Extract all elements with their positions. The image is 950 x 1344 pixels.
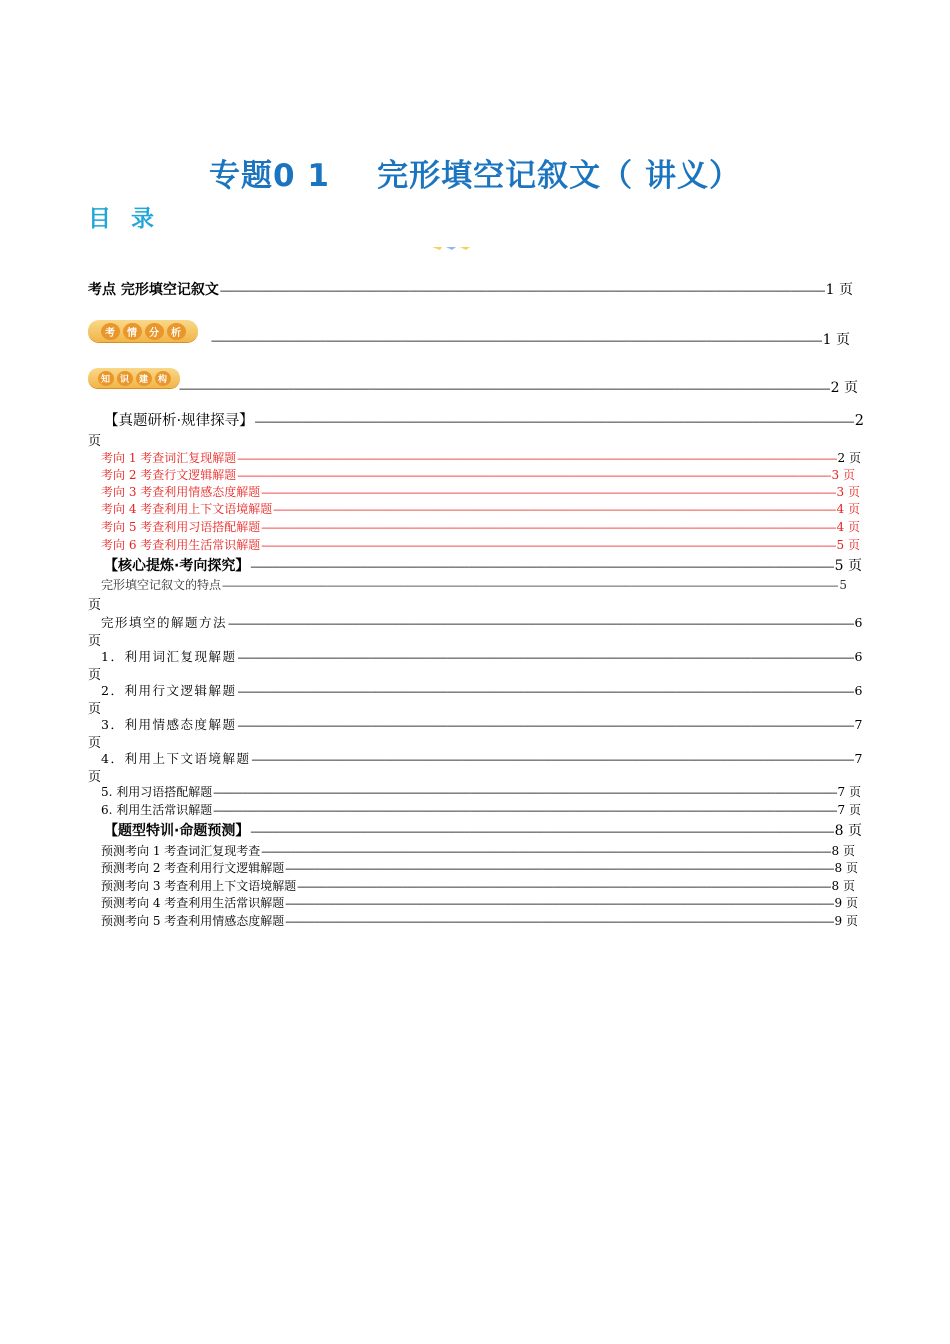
- toc-entry-page: 2 页: [830, 380, 858, 396]
- toc-entry-page: 3 页: [836, 485, 860, 499]
- toc-item-core[interactable]: [101, 681, 864, 699]
- toc-leader: [251, 756, 853, 766]
- toc-entry-page: 7 页: [837, 785, 861, 799]
- toc-leader: [261, 848, 830, 858]
- toc-entry-label: 预测考向 3 考查利用上下文语境解题: [101, 879, 297, 893]
- toc-leader: [297, 883, 830, 893]
- toc-entry-label: 预测考向 5 考查利用情感态度解题: [101, 914, 285, 928]
- toc-leader: [228, 620, 854, 630]
- toc-entry-label: 预测考向 2 考查利用行文逻辑解题: [101, 861, 285, 875]
- toc-item-core[interactable]: [101, 715, 864, 733]
- toc-entry-label: 【核心提炼·考向探究】: [104, 558, 250, 574]
- toc-entry-page: 8 页: [834, 861, 858, 875]
- toc-wrap: 页: [88, 702, 102, 717]
- toc-item-train[interactable]: [101, 912, 858, 929]
- toc-item-core[interactable]: [101, 801, 861, 818]
- toc-entry-page: 7: [854, 751, 864, 766]
- toc-entry-page: 7: [854, 717, 864, 732]
- toc-leader: [213, 807, 836, 817]
- toc-leader: [285, 918, 833, 928]
- toc-leader: [179, 385, 830, 395]
- toc-entry-label: 2．利用行文逻辑解题: [101, 683, 237, 698]
- toc-entry-label: 【真题研析·规律探寻】: [104, 413, 254, 429]
- toc-entry-label: 1．利用词汇复现解题: [101, 649, 237, 664]
- toc-leader: [285, 865, 833, 875]
- toc-entry-label: 【题型特训·命题预测】: [104, 823, 250, 839]
- toc-item-research[interactable]: [101, 466, 855, 483]
- toc-leader: [211, 337, 822, 347]
- toc-entry-page: 4 页: [836, 502, 860, 516]
- toc-wrap: 页: [88, 598, 102, 613]
- toc-entry-label: 完形填空的解题方法: [101, 615, 228, 630]
- toc-entry-label: 考向 5 考查利用习语搭配解题: [101, 520, 261, 534]
- toc-leader: [237, 688, 853, 698]
- toc-item-core[interactable]: [101, 783, 861, 800]
- toc-leader: [273, 506, 835, 516]
- toc-entry-label: 3．利用情感态度解题: [101, 717, 237, 732]
- toc-entry-page: 1 页: [825, 282, 853, 298]
- toc-entry-page: 2: [854, 413, 864, 429]
- toc-entry-page: 5 页: [836, 538, 860, 552]
- toc-entry-label: 考向 4 考查利用上下文语境解题: [101, 502, 273, 516]
- toc-entry-train[interactable]: [104, 820, 862, 840]
- badge-char: 考: [101, 323, 120, 340]
- badge-char: 建: [136, 371, 152, 386]
- badge-knowledge: [88, 368, 180, 388]
- toc-entry-page: 6: [854, 615, 864, 630]
- toc-entry-label: 考向 3 考查利用情感态度解题: [101, 485, 261, 499]
- badge-char: 分: [145, 323, 164, 340]
- toc-entry-label: 5. 利用习语搭配解题: [101, 785, 213, 799]
- toc-wrap: 页: [88, 736, 102, 751]
- toc-item-research[interactable]: [101, 500, 860, 517]
- page-title: 专题0 1 完形填空记叙文（ 讲义）: [209, 158, 741, 194]
- toc-entry-page: 6: [854, 683, 864, 698]
- toc-entry-page: 1 页: [822, 332, 850, 348]
- divider-ornament-icon: [432, 244, 472, 252]
- toc-leader: [237, 654, 853, 664]
- toc-entry-page: 7 页: [837, 803, 861, 817]
- badge-char: 情: [123, 323, 142, 340]
- toc-entry-label: 预测考向 4 考查利用生活常识解题: [101, 896, 285, 910]
- badge-char: 识: [117, 371, 133, 386]
- toc-leader: [213, 789, 836, 799]
- toc-leader: [261, 489, 835, 499]
- toc-entry-page: 3 页: [831, 468, 855, 482]
- toc-item-train[interactable]: [101, 859, 858, 876]
- toc-entry-page: 8 页: [831, 879, 855, 893]
- toc-entry-page: 8 页: [834, 823, 862, 839]
- toc-entry-research[interactable]: [104, 409, 864, 430]
- toc-leader: [237, 472, 830, 482]
- toc-entry-knowledge[interactable]: [178, 377, 858, 397]
- toc-entry-main[interactable]: [88, 279, 853, 299]
- toc-entry-label: 4．利用上下文语境解题: [101, 751, 251, 766]
- toc-item-research[interactable]: [101, 483, 860, 500]
- toc-leader: [237, 455, 836, 465]
- toc-entry-page: 4 页: [836, 520, 860, 534]
- toc-item-core[interactable]: [101, 613, 864, 631]
- toc-leader: [237, 722, 853, 732]
- toc-item-core[interactable]: [101, 576, 847, 593]
- toc-entry-label: 考向 6 考查利用生活常识解题: [101, 538, 261, 552]
- toc-wrap: 页: [88, 434, 102, 449]
- toc-wrap: 页: [88, 634, 102, 649]
- toc-entry-label: 考向 1 考查词汇复现解题: [101, 451, 237, 465]
- toc-heading: 目 录: [88, 206, 161, 232]
- toc-leader: [261, 542, 835, 552]
- toc-entry-label: 预测考向 1 考查词汇复现考查: [101, 844, 261, 858]
- toc-item-train[interactable]: [101, 877, 855, 894]
- badge-char: 析: [167, 323, 186, 340]
- toc-item-research[interactable]: [101, 536, 860, 553]
- toc-wrap: 页: [88, 770, 102, 785]
- toc-entry-label: 完形填空记叙文的特点: [101, 578, 222, 592]
- toc-entry-page: 2 页: [837, 451, 861, 465]
- toc-item-research[interactable]: [101, 449, 861, 466]
- toc-leader: [255, 418, 854, 428]
- badge-char: 构: [155, 371, 171, 386]
- toc-entry-page: 6: [854, 649, 864, 664]
- toc-item-core[interactable]: [101, 749, 864, 767]
- toc-entry-label: 考点 完形填空记叙文: [88, 282, 219, 298]
- toc-leader: [222, 582, 838, 592]
- toc-wrap: 页: [88, 668, 102, 683]
- toc-entry-page: 5: [839, 578, 847, 592]
- toc-leader: [261, 524, 835, 534]
- toc-entry-page: 5 页: [834, 558, 862, 574]
- toc-item-core[interactable]: [101, 647, 864, 665]
- toc-leader: [250, 828, 833, 838]
- toc-entry-page: 8 页: [831, 844, 855, 858]
- toc-item-train[interactable]: [101, 842, 855, 859]
- toc-leader: [250, 563, 833, 573]
- toc-entry-label: 考向 2 考查行文逻辑解题: [101, 468, 237, 482]
- toc-entry-label: 6. 利用生活常识解题: [101, 803, 213, 817]
- toc-entry-page: 9 页: [834, 914, 858, 928]
- toc-item-research[interactable]: [101, 518, 860, 535]
- badge-char: 知: [98, 371, 114, 386]
- toc-item-train[interactable]: [101, 894, 858, 911]
- toc-entry-page: 9 页: [834, 896, 858, 910]
- toc-entry-core[interactable]: [104, 555, 862, 575]
- toc-entry-analysis[interactable]: [210, 329, 850, 349]
- toc-leader: [220, 287, 825, 297]
- badge-analysis: [88, 320, 198, 342]
- toc-leader: [285, 900, 833, 910]
